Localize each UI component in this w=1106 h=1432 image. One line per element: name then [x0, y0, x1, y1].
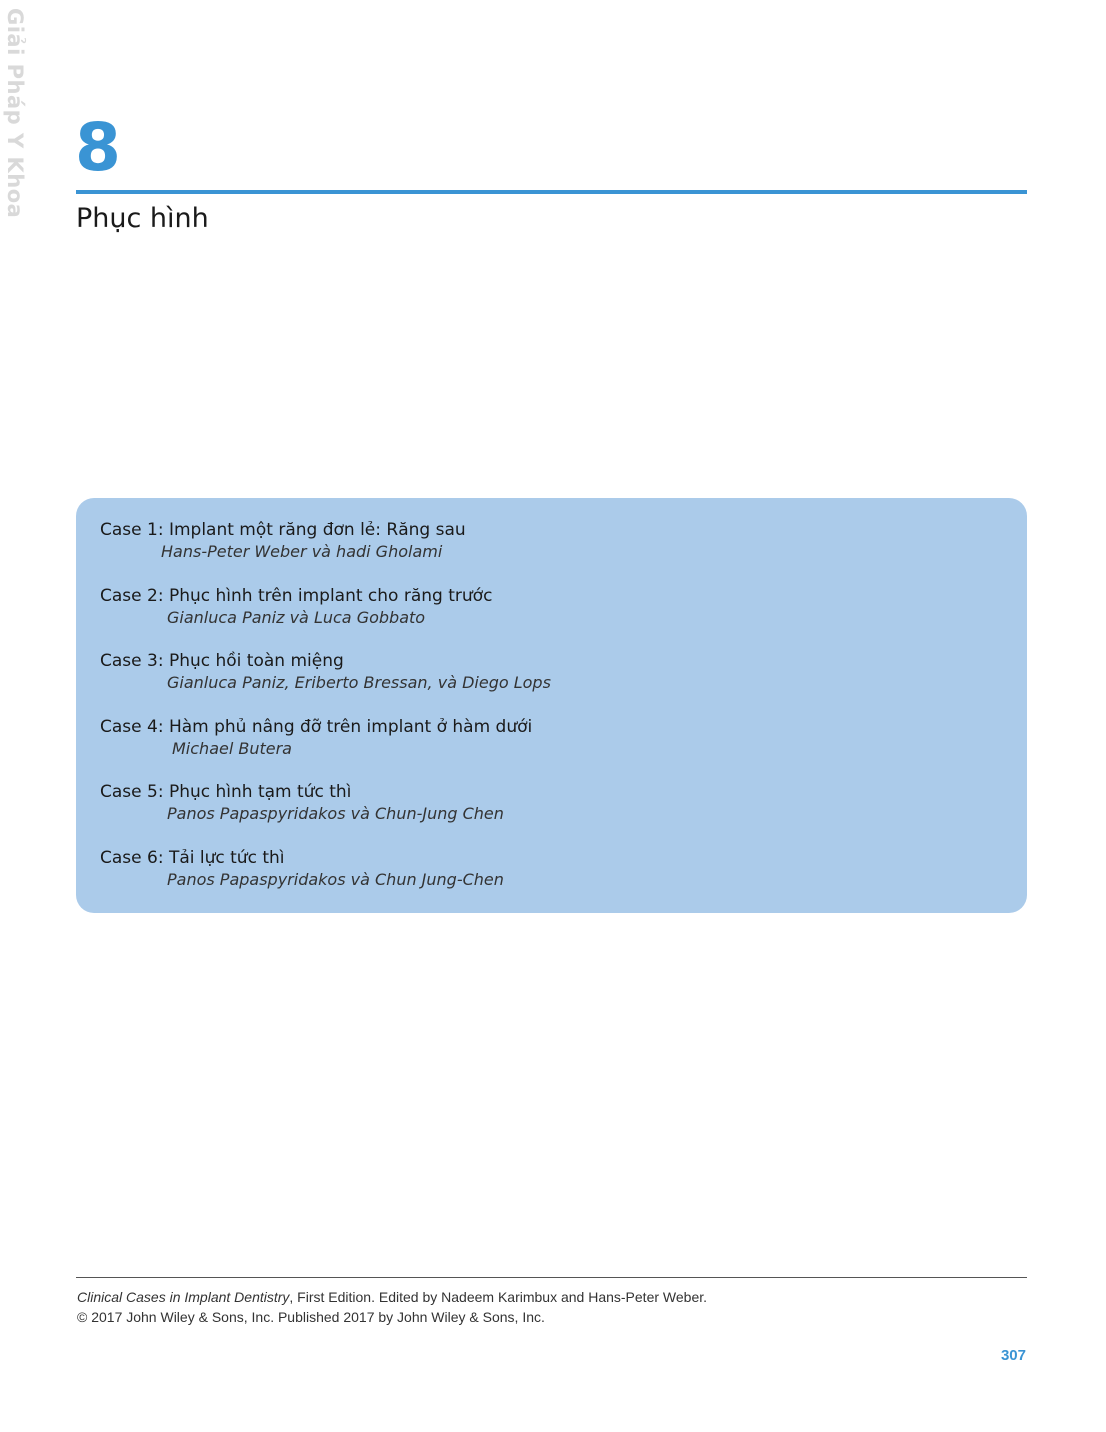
- chapter-title: Phục hình: [76, 203, 209, 234]
- case-item: [100, 716, 1003, 782]
- chapter-divider: [76, 190, 1027, 194]
- case-item: [100, 519, 1003, 585]
- case-item: [100, 781, 1003, 847]
- case-authors: Gianluca Paniz và Luca Gobbato: [167, 607, 426, 627]
- case-item: [100, 585, 1003, 651]
- footer-line-1: [77, 1287, 707, 1307]
- footer-citation: [77, 1287, 707, 1327]
- case-item: [100, 847, 1003, 913]
- case-list-box: [76, 498, 1027, 913]
- case-authors: Michael Butera: [172, 738, 292, 758]
- case-title: Case 1: Implant một răng đơn lẻ: Răng sau: [100, 520, 466, 540]
- case-title: Case 3: Phục hồi toàn miệng: [100, 651, 344, 672]
- case-authors: Panos Papaspyridakos và Chun Jung-Chen: [167, 869, 504, 889]
- chapter-number: 8: [75, 109, 121, 186]
- case-title: Case 5: Phục hình tạm tức thì: [100, 782, 352, 803]
- book-title: Clinical Cases in Implant Dentistry: [77, 1289, 290, 1305]
- case-authors: Hans-Peter Weber và hadi Gholami: [161, 542, 443, 561]
- case-title: Case 6: Tải lực tức thì: [100, 847, 285, 868]
- page-number: 307: [1000, 1347, 1026, 1364]
- case-title: Case 2: Phục hình trên implant cho răng trước: [100, 585, 493, 606]
- case-authors: Gianluca Paniz, Eriberto Bressan, và Diego Lops: [167, 673, 551, 693]
- watermark-text: Giải Pháp Y Khoa: [3, 8, 27, 219]
- case-authors: Panos Papaspyridakos và Chun-Jung Chen: [167, 804, 504, 824]
- footer-divider: [76, 1277, 1027, 1278]
- case-title: Case 4: Hàm phủ nâng đỡ trên implant ở hàm dưới: [100, 716, 533, 737]
- case-item: [100, 650, 1003, 716]
- footer-copyright: © 2017 John Wiley & Sons, Inc. Published 2017 by John Wiley & Sons, Inc.: [77, 1309, 545, 1325]
- edition-text: , First Edition. Edited by Nadeem Karimbux and Hans-Peter Weber.: [289, 1289, 708, 1305]
